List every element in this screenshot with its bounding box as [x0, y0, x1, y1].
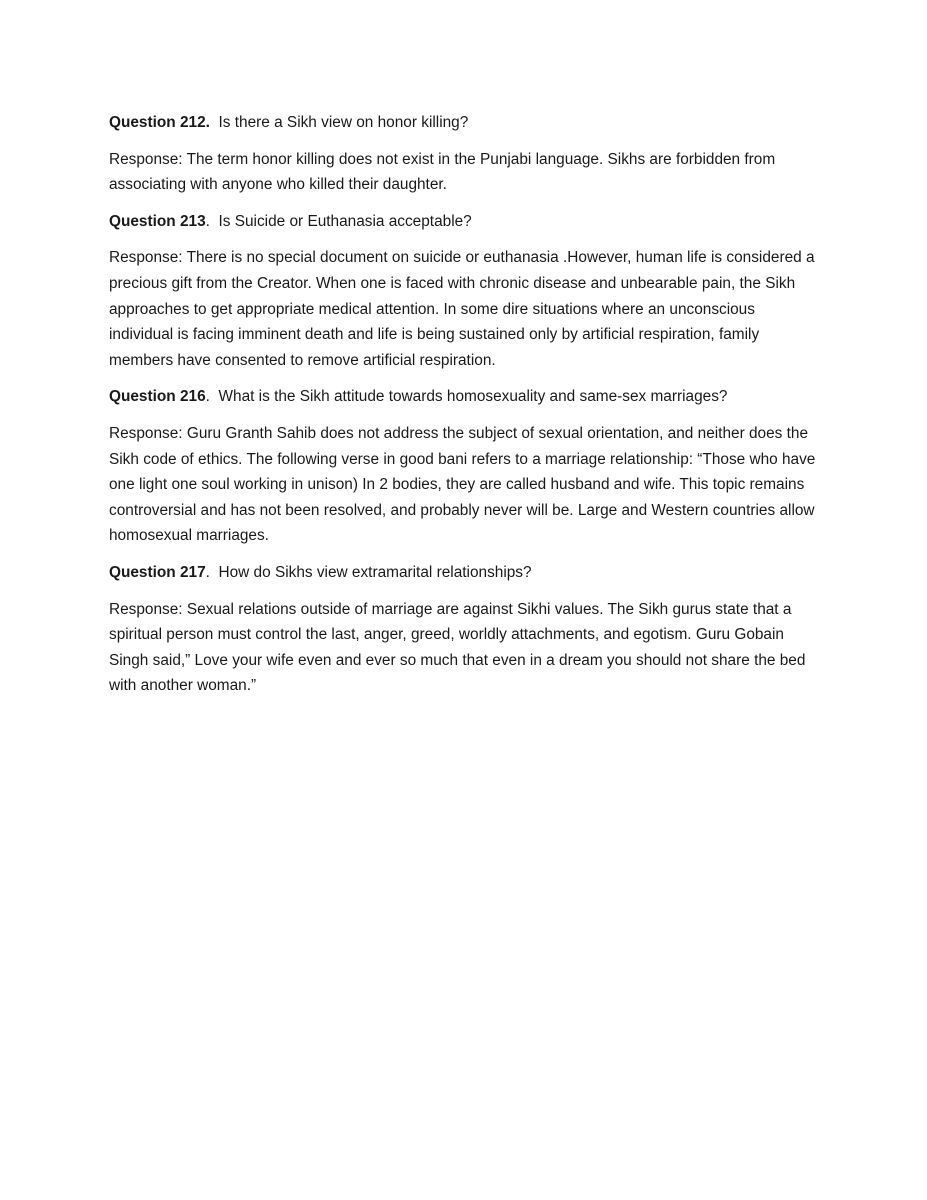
question-text: Is there a Sikh view on honor killing?: [209, 114, 469, 131]
response-216: Response: Guru Granth Sahib does not address the subject of sexual orientation, and neither does the Sikh code of ethics. The following verse in good bani refers to a marriage relationship: “Those who have one light one soul working in unison) In 2 bodies, they are called husband and wife. This topic remains controversial and has not been resolved, and probably never will be. Large and Western countries allow homosexual marriages.: [109, 424, 816, 545]
question-number: Question 213: [109, 212, 206, 230]
question-number: Question 217: [109, 563, 206, 581]
question-text: . Is Suicide or Euthanasia acceptable?: [205, 212, 472, 230]
question-number: Question 216: [109, 388, 206, 406]
question-213: [109, 209, 821, 235]
document-body: [109, 110, 821, 710]
question-text: . What is the Sikh attitude towards homosexuality and same-sex marriages?: [205, 388, 728, 406]
question-text: . How do Sikhs view extramarital relationships?: [205, 563, 532, 581]
response-217: Response: Sexual relations outside of marriage are against Sikhi values. The Sikh gurus state that a spiritual person must control the last, anger, greed, worldly attachments, and egotism. Guru Gobain Singh said,” Love your wife even and ever so much that even in a dream you should not share the bed with another woman.”: [109, 600, 806, 695]
question-217: [109, 560, 821, 586]
response-213: Response: There is no special document on suicide or euthanasia .However, human life is considered a precious gift from the Creator. When one is faced with chronic disease and unbearable pain, the Sikh approaches to get appropriate medical attention. In some dire situations where an unconscious individual is facing imminent death and life is being sustained only by artificial respiration, family members have consented to remove artificial respiration.: [109, 249, 815, 369]
question-212: [109, 110, 821, 136]
response-212: Response: The term honor killing does not exist in the Punjabi language. Sikhs are forbidden from associating with anyone who killed their daughter.: [109, 150, 776, 194]
question-216: [109, 384, 821, 410]
question-number: Question 212.: [109, 114, 210, 131]
